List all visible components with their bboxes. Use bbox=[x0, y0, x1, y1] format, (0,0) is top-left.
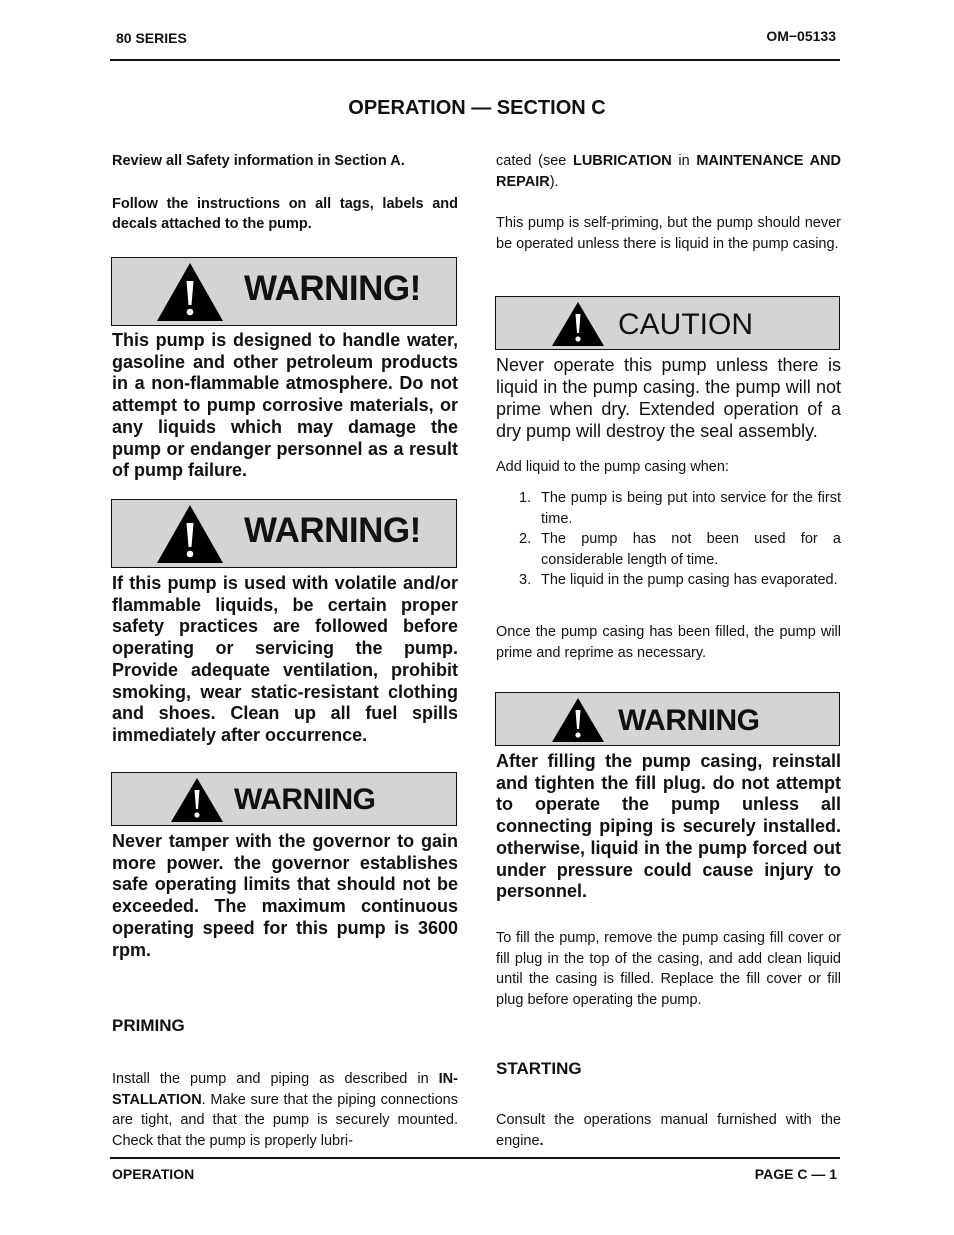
intro-tags: Follow the instructions on all tags, labels and decals attached to the pump. bbox=[112, 196, 458, 232]
lubrication-ref-text: cated (see LUBRICATION in MAINTENANCE AND REPAIR). bbox=[496, 153, 841, 190]
warning-label-3-text: WARNING bbox=[234, 783, 376, 816]
footer-section: OPERATION bbox=[112, 1166, 195, 1182]
warning-label-2-text: WARNING! bbox=[244, 511, 421, 550]
warning-triangle-icon bbox=[155, 503, 225, 565]
intro-safety: Review all Safety information in Section A. bbox=[112, 153, 405, 169]
add-liquid-intro: Add liquid to the pump casing when: bbox=[496, 459, 729, 475]
warning-label-4 bbox=[495, 692, 840, 746]
warning-4-text: After filling the pump casing, reinstall and tighten the fill plug. do not attempt to operate the pump unless all connecting piping is securely installed. otherwise, liquid in the pump forced out under pressure could cause injury to personnel. bbox=[496, 751, 841, 902]
warning-triangle-icon bbox=[551, 697, 605, 743]
priming-heading: PRIMING bbox=[112, 1016, 185, 1035]
list-item: 1. The pump is being put into service for the first time. bbox=[519, 490, 841, 527]
once-filled-text: Once the pump casing has been filled, the pump will prime and reprime as necessary. bbox=[496, 624, 841, 661]
starting-text: Consult the operations manual furnished with the engine. bbox=[496, 1112, 841, 1149]
warning-label-4-text: WARNING bbox=[618, 704, 760, 737]
priming-text: Install the pump and piping as described in IN-STALLATION. Make sure that the piping connections are tight, and that the pump is securely mounted. Check that the pump is properly lubri- bbox=[112, 1071, 458, 1149]
warning-label-2 bbox=[111, 499, 457, 568]
list-item: 3. The liquid in the pump casing has evaporated. bbox=[519, 572, 838, 588]
warning-1-text: This pump is designed to handle water, gasoline and other petroleum products in a non-flammable atmosphere. Do not attempt to pump corrosive materials, or any liquids which may damage the pump or endanger personnel as a result of pump failure. bbox=[112, 330, 458, 481]
warning-triangle-icon bbox=[155, 261, 225, 323]
warning-label-1-text: WARNING! bbox=[244, 269, 421, 308]
header-series: 80 SERIES bbox=[116, 30, 187, 46]
page-title: OPERATION — SECTION C bbox=[348, 97, 606, 119]
self-priming-text: This pump is self-priming, but the pump should never be operated unless there is liquid in the pump casing. bbox=[496, 215, 841, 252]
add-liquid-list bbox=[496, 488, 841, 591]
caution-text: Never operate this pump unless there is liquid in the pump casing. the pump will not prime when dry. Extended operation of a dry pump will destroy the seal assembly. bbox=[496, 355, 841, 441]
installation-ref: IN-STALLATION bbox=[112, 1071, 458, 1108]
fill-instructions: To fill the pump, remove the pump casing fill cover or fill plug in the top of the casing, and add clean liquid until the casing is filled. Replace the fill cover or fill plug before operating the pump. bbox=[496, 930, 841, 1008]
footer-page-number: PAGE C — 1 bbox=[754, 1166, 837, 1182]
caution-label-text: CAUTION bbox=[618, 308, 753, 341]
warning-triangle-icon bbox=[170, 777, 224, 823]
list-item: 2. The pump has not been used for a considerable length of time. bbox=[519, 531, 841, 568]
warning-label-1 bbox=[111, 257, 457, 326]
warning-label-3 bbox=[111, 772, 457, 826]
header-rule bbox=[110, 59, 840, 61]
warning-2-text: If this pump is used with volatile and/or flammable liquids, be certain proper safety practices are followed before operating or servicing the pump. Provide adequate ventilation, prohibit smoking, wear static-resistant clothing and shoes. Clean up all fuel spills immediately after occurrence. bbox=[112, 573, 458, 745]
header-doc-number: OM−05133 bbox=[766, 28, 836, 44]
warning-triangle-icon bbox=[551, 301, 605, 347]
starting-heading: STARTING bbox=[496, 1059, 582, 1078]
caution-label bbox=[495, 296, 840, 350]
footer-rule bbox=[110, 1157, 840, 1159]
warning-3-text: Never tamper with the governor to gain more power. the governor establishes safe operating limits that should not be exceeded. The maximum continuous operating speed for this pump is 3600 rpm. bbox=[112, 831, 458, 960]
